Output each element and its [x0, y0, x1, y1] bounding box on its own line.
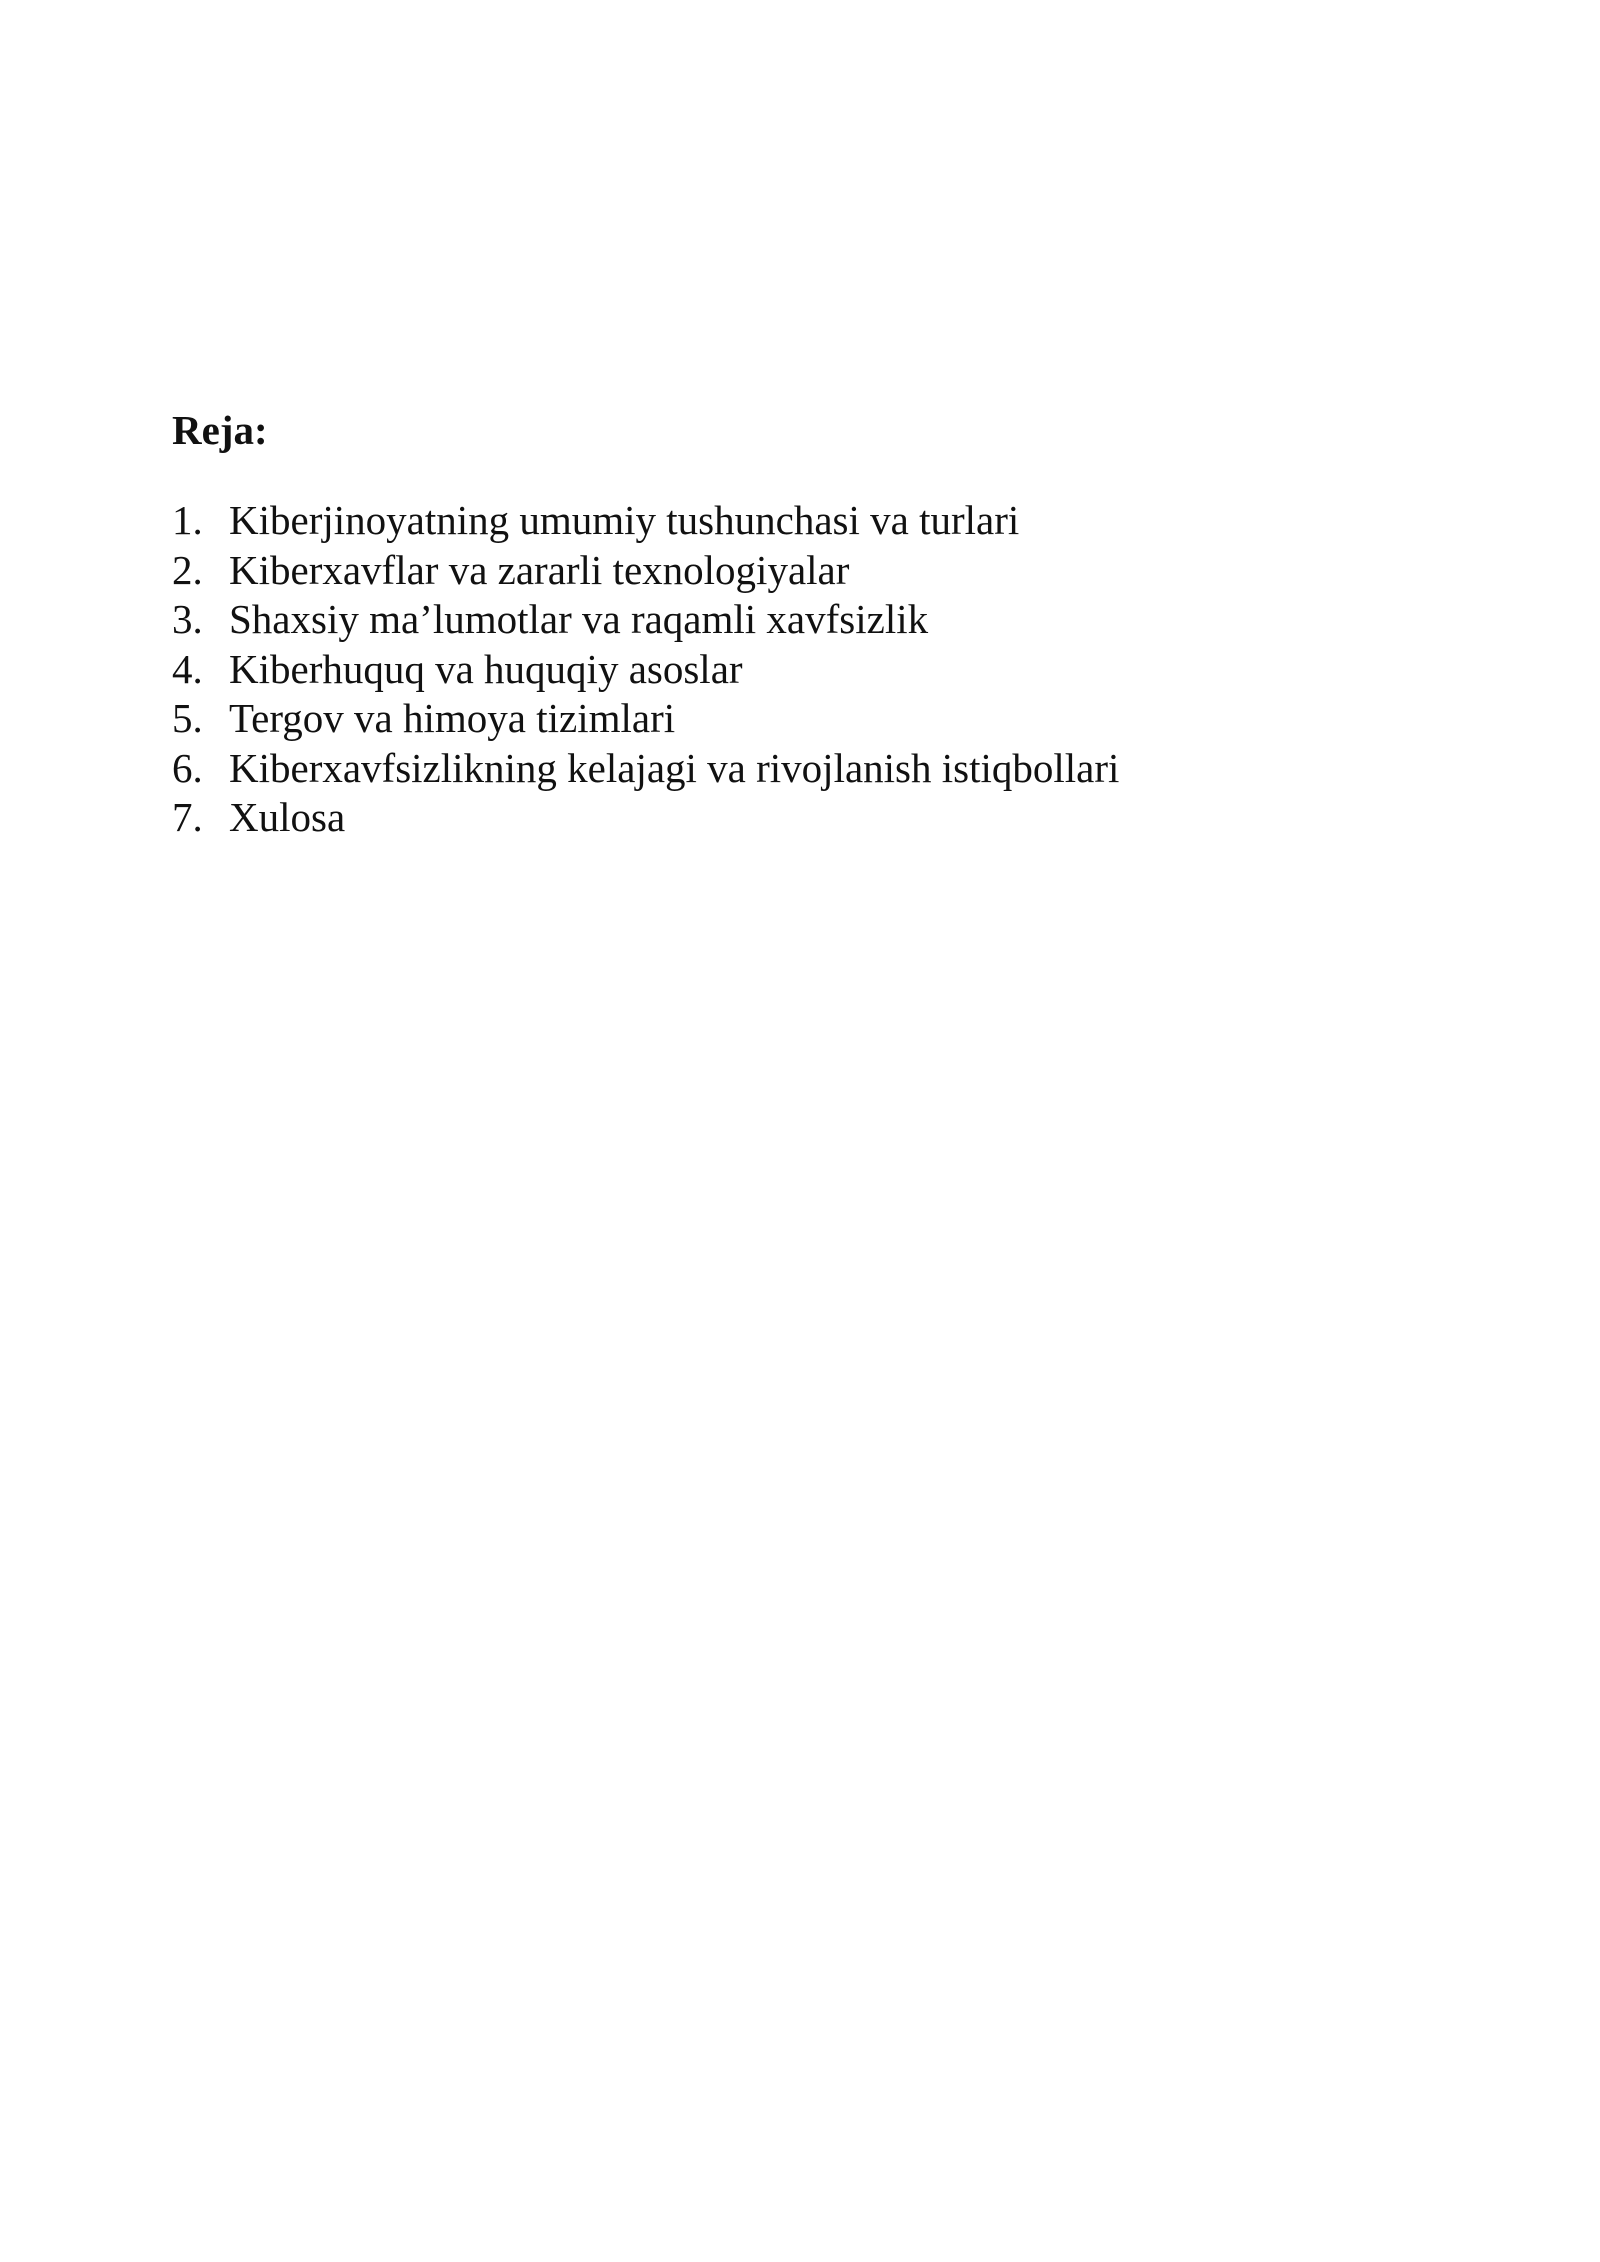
plan-heading: Reja:	[172, 407, 268, 453]
plan-item-number: 2.	[172, 546, 203, 593]
plan-item-text: Shaxsiy ma’lumotlar va raqamli xavfsizlik	[229, 596, 929, 642]
plan-item	[172, 496, 1119, 546]
plan-item-text: Kiberjinoyatning umumiy tushunchasi va turlari	[229, 497, 1020, 543]
plan-item-number: 4.	[172, 645, 203, 692]
plan-item-text: Kiberxavfsizlikning kelajagi va rivojlanish istiqbollari	[229, 744, 1120, 791]
plan-item	[172, 595, 1119, 645]
plan-item	[172, 546, 1119, 596]
plan-item	[172, 793, 1119, 843]
plan-item-number: 1.	[172, 497, 203, 543]
plan-item-text: Tergov va himoya tizimlari	[229, 695, 676, 741]
plan-item	[172, 645, 1119, 695]
plan-item-number: 3.	[172, 596, 203, 642]
plan-item	[172, 744, 1119, 794]
plan-item-number: 5.	[172, 695, 203, 741]
plan-item-text: Xulosa	[229, 794, 346, 840]
plan-item	[172, 694, 1119, 744]
plan-item-text: Kiberxavflar va zararli texnologiyalar	[229, 546, 850, 593]
plan-item-number: 6.	[172, 744, 203, 791]
plan-item-number: 7.	[172, 794, 203, 840]
plan-item-text: Kiberhuquq va huquqiy asoslar	[229, 645, 743, 692]
plan-list	[172, 496, 1119, 843]
